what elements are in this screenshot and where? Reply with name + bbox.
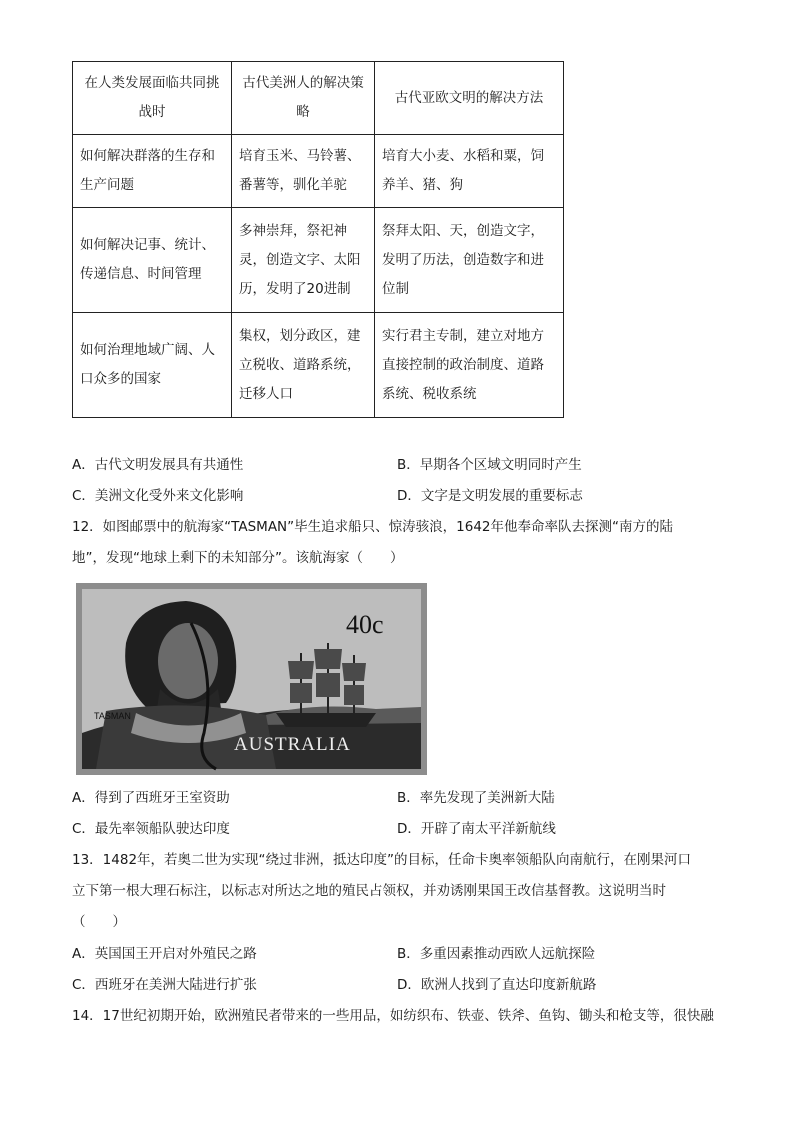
table-cell: 如何解决群落的生存和生产问题 <box>73 135 232 208</box>
option-a: A．得到了西班牙王室资助 <box>72 790 230 806</box>
option-b: B．早期各个区域文明同时产生 <box>397 457 582 473</box>
table-cell: 实行君主专制，建立对地方直接控制的政治制度、道路系统、税收系统 <box>375 313 564 418</box>
stamp-value: 40c <box>346 610 384 639</box>
option-d: D．文字是文明发展的重要标志 <box>397 488 583 504</box>
table-cell: 培育大小麦、水稻和粟，饲养羊、猪、狗 <box>375 135 564 208</box>
question-13-stem-cont: 立下第一根大理石标注，以标志对所达之地的殖民占领权，并劝诱刚果国王改信基督教。这说明当时 <box>72 883 666 899</box>
option-c: C．美洲文化受外来文化影响 <box>72 488 244 504</box>
option-d: D．欧洲人找到了直达印度新航路 <box>397 977 597 993</box>
answer-blank: （ ） <box>72 914 126 930</box>
table-header-cell: 在人类发展面临共同挑战时 <box>73 62 232 135</box>
comparison-table <box>72 61 564 418</box>
table-header-cell: 古代亚欧文明的解决方法 <box>375 62 564 135</box>
table-cell: 如何治理地域广阔、人口众多的国家 <box>73 313 232 418</box>
stamp-country: AUSTRALIA <box>234 734 351 755</box>
table-cell: 如何解决记事、统计、传递信息、时间管理 <box>73 208 232 313</box>
table-header-cell: 古代美洲人的解决策略 <box>232 62 375 135</box>
table-cell: 集权，划分政区，建立税收、道路系统，迁移人口 <box>232 313 375 418</box>
tasman-stamp-image <box>76 583 427 775</box>
question-12-stem: 12．如图邮票中的航海家“TASMAN”毕生追求船只、惊涛骇浪，1642年他奉命率队去探测“南方的陆 <box>72 519 673 535</box>
option-a: A．英国国王开启对外殖民之路 <box>72 946 257 962</box>
option-b: B．率先发现了美洲新大陆 <box>397 790 555 806</box>
table-row <box>73 135 564 208</box>
question-12-stem-cont: 地”，发现“地球上剩下的未知部分”。该航海家（ ） <box>72 550 404 566</box>
stamp-name: TASMAN <box>94 711 131 721</box>
option-c: C．最先率领船队驶达印度 <box>72 821 230 837</box>
table-row <box>73 313 564 418</box>
option-d: D．开辟了南太平洋新航线 <box>397 821 556 837</box>
table-row <box>73 208 564 313</box>
question-14-stem: 14．17世纪初期开始，欧洲殖民者带来的一些用品，如纺织布、铁壶、铁斧、鱼钩、锄头和枪支等，很快融 <box>72 1008 714 1024</box>
table-header-row <box>73 62 564 135</box>
option-b: B．多重因素推动西欧人远航探险 <box>397 946 596 962</box>
table-cell: 祭拜太阳、天，创造文字，发明了历法，创造数字和进位制 <box>375 208 564 313</box>
question-13-stem: 13．1482年，若奥二世为实现“绕过非洲，抵达印度”的目标，任命卡奥率领船队向南航行，在刚果河口 <box>72 852 692 868</box>
option-c: C．西班牙在美洲大陆进行扩张 <box>72 977 257 993</box>
table-cell: 多神崇拜，祭祀神灵，创造文字、太阳历，发明了20进制 <box>232 208 375 313</box>
table-cell: 培育玉米、马铃薯、番薯等，驯化羊驼 <box>232 135 375 208</box>
option-a: A．古代文明发展具有共通性 <box>72 457 244 473</box>
